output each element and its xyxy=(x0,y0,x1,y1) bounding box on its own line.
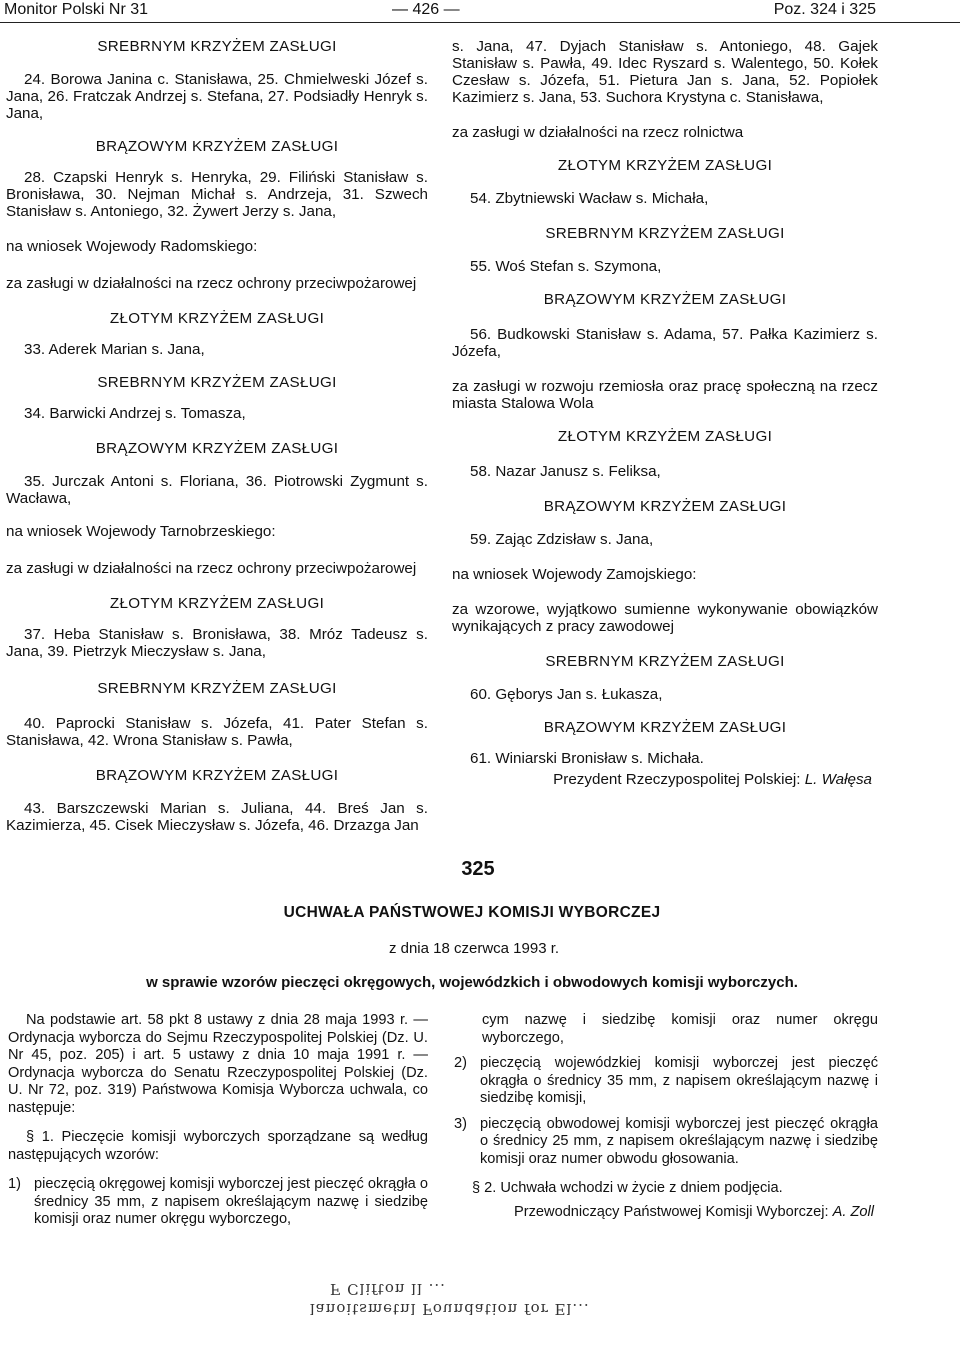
item-text: pieczęcią wojewódzkiej komisji wyborczej jest pieczęć okrągła o średnicy 35 mm, z napisem określającym nazwę i siedzibę komisji, xyxy=(480,1055,878,1106)
merit-line: za zasługi w działalności na rzecz rolnictwa xyxy=(452,124,744,141)
names-list: 34. Barwicki Andrzej s. Tomasza, xyxy=(24,405,246,422)
award-heading: ZŁOTYM KRZYŻEM ZASŁUGI xyxy=(557,428,773,445)
names-list: 28. Czapski Henryk s. Henryka, 29. Filiński Stanisław s. Bronisława, 30. Nejman Michał s. Andrzeja, 31. Szwech Stanisław s. Antoniego, 32. Żywert Jerzy s. Jana, xyxy=(6,169,428,220)
merit-line: za wzorowe, wyjątkowo sumienne wykonywanie obowiązków wynikających z pracy zawodowej xyxy=(452,601,878,635)
list-item-2 xyxy=(454,1055,878,1108)
item-number: 2) xyxy=(454,1055,467,1071)
paragraph-2: § 2. Uchwała wchodzi w życie z dniem podjęcia. xyxy=(472,1180,783,1196)
award-heading: BRĄZOWYM KRZYŻEM ZASŁUGI xyxy=(543,498,787,515)
signature-name: A. Zoll xyxy=(832,1203,874,1220)
merit-line: za zasługi w rozwoju rzemiosła oraz pracę społeczną na rzecz miasta Stalowa Wola xyxy=(452,378,878,412)
names-list: 60. Gęborys Jan s. Łukasza, xyxy=(470,686,663,703)
item-number: 1) xyxy=(8,1176,21,1192)
names-list: 56. Budkowski Stanisław s. Adama, 57. Pałka Kazimierz s. Józefa, xyxy=(452,326,878,360)
names-list: 24. Borowa Janina c. Stanisława, 25. Chmielweski Józef s. Jana, 26. Fratczak Andrzej s. Stefana, 27. Podsiadły Henryk s. Jana, xyxy=(6,71,428,122)
names-list: 40. Paprocki Stanisław s. Józefa, 41. Pater Stefan s. Stanisława, 42. Wrona Stanisław s. Pawła, xyxy=(6,715,428,749)
item-text: pieczęcią obwodowej komisji wyborczej jest pieczęć okrągła o średnicy 25 mm, z napisem określającym nazwę i siedzibę komisji oraz numer obwodu głosowania. xyxy=(480,1115,878,1167)
document-title: UCHWAŁA PAŃSTWOWEJ KOMISJI WYBORCZEJ xyxy=(283,904,661,921)
award-heading: SREBRNYM KRZYŻEM ZASŁUGI xyxy=(97,38,337,55)
award-heading: ZŁOTYM KRZYŻEM ZASŁUGI xyxy=(109,310,325,327)
award-heading: SREBRNYM KRZYŻEM ZASŁUGI xyxy=(545,653,785,670)
legal-basis: Na podstawie art. 58 pkt 8 ustawy z dnia 28 maja 1993 r. — Ordynacja wyborcza do Sejmu Rzeczypospolitej Polskiej (Dz. U. Nr 45, poz. 205) i art. 5 ustawy z dnia 10 maja 1991 r. — Ordynacja wyborcza do Senatu Rzeczypospolitej Polskiej (Dz. U. Nr 72, poz. 319) Państwowa Komisja Wyborcza uchwala, co następuje: xyxy=(8,1012,428,1116)
document-number: 325 xyxy=(461,858,495,880)
signature-prefix: Prezydent Rzeczypospolitej Polskiej: xyxy=(553,771,805,788)
president-signature xyxy=(452,771,878,788)
names-list: s. Jana, 47. Dyjach Stanisław s. Antoniego, 48. Gajek Stanisław s. Pawła, 49. Idec Ryszard s. Walentego, 50. Kołek Czesław s. Józefa, 51. Pietura Jan s. Jana, 52. Popiołek Kazimierz s. Jana, 53. Suchora Krystyna c. Stanisława, xyxy=(452,38,878,106)
merit-line: za zasługi w działalności na rzecz ochrony przeciwpożarowej xyxy=(6,275,417,292)
paragraph-1: § 1. Pieczęcie komisji wyborczych sporządzane są według następujących wzorów: xyxy=(8,1129,428,1163)
item-1-continuation: cym nazwę i siedzibę komisji oraz numer okręgu wyborczego, xyxy=(482,1012,878,1046)
award-heading: ZŁOTYM KRZYŻEM ZASŁUGI xyxy=(109,595,325,612)
names-list: 43. Barszczewski Marian s. Juliana, 44. Breś Jan s. Kazimierza, 45. Cisek Mieczysław s. Józefa, 46. Drzazga Jan xyxy=(6,800,428,834)
resolution-left-column xyxy=(8,1012,428,1227)
bleed-through-text: F Clifton ll ... xyxy=(330,1280,446,1298)
award-heading: BRĄZOWYM KRZYŻEM ZASŁUGI xyxy=(95,767,339,784)
award-heading: SREBRNYM KRZYŻEM ZASŁUGI xyxy=(97,374,337,391)
document-subject: w sprawie wzorów pieczęci okręgowych, wojewódzkich i obwodowych komisji wyborczych. xyxy=(146,974,798,991)
bleed-through-text: lanoitsmetnl Foundation for El... xyxy=(310,1300,590,1318)
names-list: 37. Heba Stanisław s. Bronisława, 38. Mróz Tadeusz s. Jana, 39. Pietrzyk Mieczysław s. Jana, xyxy=(6,626,428,660)
right-column xyxy=(452,38,878,788)
names-list: 54. Zbytniewski Wacław s. Michała, xyxy=(470,190,709,207)
names-list: 35. Jurczak Antoni s. Floriana, 36. Piotrowski Zygmunt s. Wacława, xyxy=(6,473,428,507)
position-ref: Poz. 324 i 325 xyxy=(773,1,876,18)
item-number: 3) xyxy=(454,1115,467,1132)
award-heading: BRĄZOWYM KRZYŻEM ZASŁUGI xyxy=(543,291,787,308)
list-item-3 xyxy=(454,1116,878,1169)
award-heading: ZŁOTYM KRZYŻEM ZASŁUGI xyxy=(557,157,773,174)
names-list: 55. Woś Stefan s. Szymona, xyxy=(470,258,662,275)
merit-line: za zasługi w działalności na rzecz ochrony przeciwpożarowej xyxy=(6,560,417,577)
names-list: 58. Nazar Janusz s. Feliksa, xyxy=(470,463,661,480)
document-date: z dnia 18 czerwca 1993 r. xyxy=(388,940,560,957)
award-heading: BRĄZOWYM KRZYŻEM ZASŁUGI xyxy=(95,440,339,457)
resolution-right-column xyxy=(454,1012,878,1221)
motion-line: na wniosek Wojewody Tarnobrzeskiego: xyxy=(6,523,276,540)
item-text: pieczęcią okręgowej komisji wyborczej jest pieczęć okrągła o średnicy 35 mm, z napisem określającym nazwę i siedzibę komisji oraz numer okręgu wyborczego, xyxy=(34,1176,428,1227)
motion-line: na wniosek Wojewody Zamojskiego: xyxy=(452,566,697,583)
list-item-1 xyxy=(8,1176,428,1227)
names-list: 59. Zając Zdzisław s. Jana, xyxy=(470,531,654,548)
motion-line: na wniosek Wojewody Radomskiego: xyxy=(6,238,258,255)
award-heading: SREBRNYM KRZYŻEM ZASŁUGI xyxy=(97,680,337,697)
award-heading: BRĄZOWYM KRZYŻEM ZASŁUGI xyxy=(95,138,339,155)
running-header xyxy=(0,0,960,23)
journal-title: Monitor Polski Nr 31 xyxy=(4,1,149,18)
award-heading: BRĄZOWYM KRZYŻEM ZASŁUGI xyxy=(543,719,787,736)
page-number: — 426 — xyxy=(392,1,460,18)
award-heading: SREBRNYM KRZYŻEM ZASŁUGI xyxy=(545,225,785,242)
names-list: 61. Winiarski Bronisław s. Michała. xyxy=(470,750,704,767)
left-column xyxy=(6,38,428,834)
names-list: 33. Aderek Marian s. Jana, xyxy=(24,341,205,358)
signature-prefix: Przewodniczący Państwowej Komisji Wyborczej: xyxy=(514,1203,833,1220)
signature-name: L. Wałęsa xyxy=(804,771,872,788)
chairman-signature xyxy=(454,1204,878,1222)
